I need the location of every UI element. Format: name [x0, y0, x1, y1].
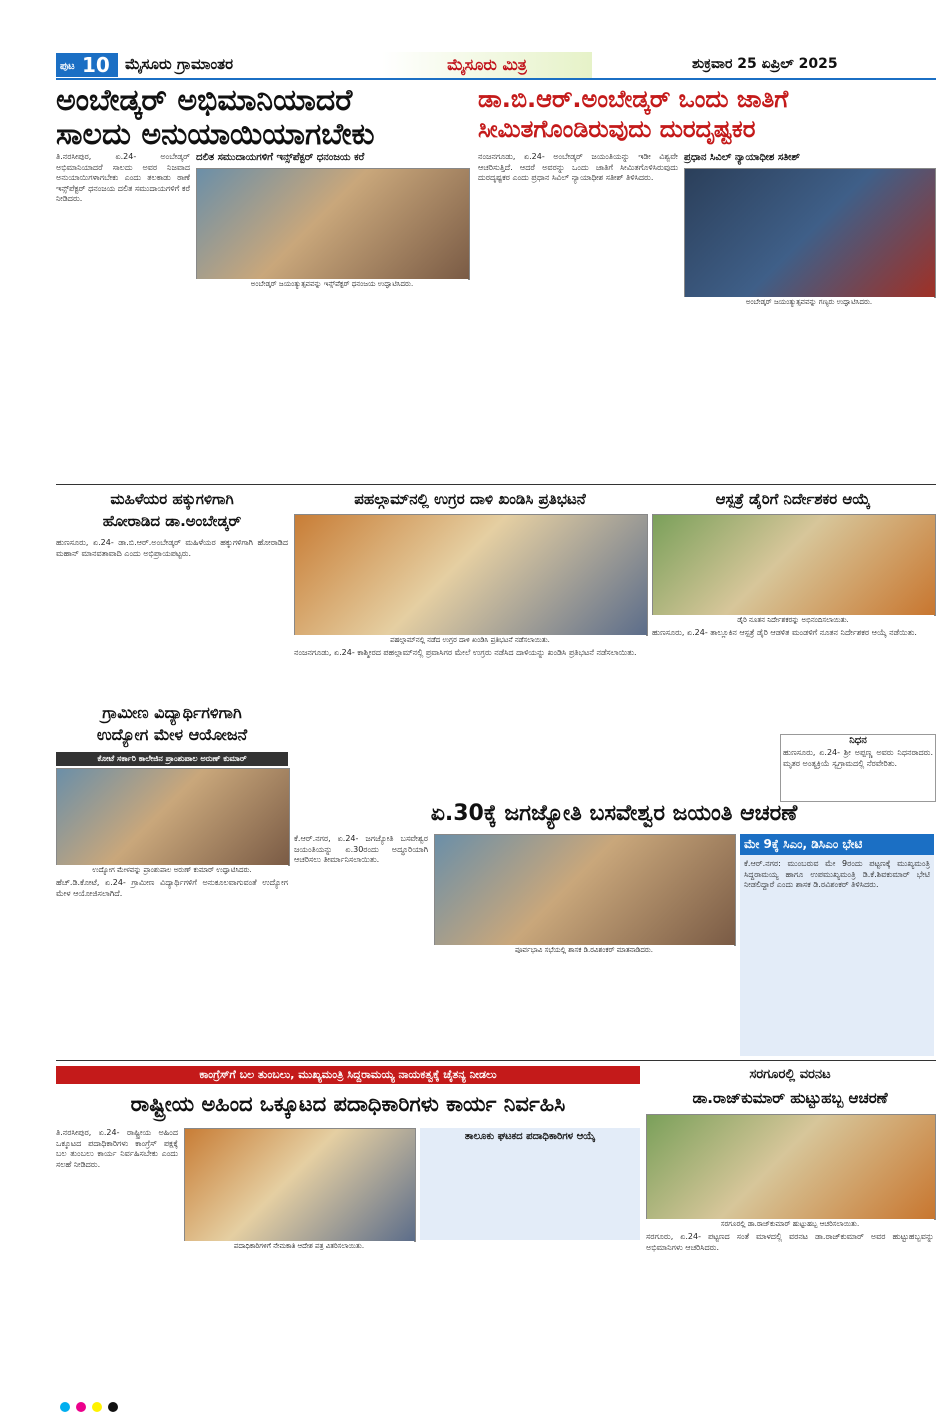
story10-kicker: ಸರಗೂರಲ್ಲಿ ವರನಟ [749, 1067, 831, 1082]
page-number-badge [56, 53, 118, 77]
story1-headline-line2: ಸಾಲದು ಅನುಯಾಯಿಯಾಗಬೇಕು [56, 117, 375, 152]
story8-body: ಕೆ.ಆರ್.ನಗರ: ಮುಂಬರುವ ಮೇ 9ರಂದು ಪಟ್ಟಣಕ್ಕೆ ಮುಖ್ಯಮಂತ್ರಿ ಸಿದ್ದರಾಮಯ್ಯ ಹಾಗೂ ಉಪಮುಖ್ಯಮಂತ್ರಿ ಡಿ.ಕೆ.ಶಿವಕುಮಾರ್ ಭೇಟಿ ನೀಡಲಿದ್ದಾರೆ ಎಂದು ಶಾಸಕ ಡಿ.ರವಿಶಂಕರ್ ತಿಳಿಸಿದರು. [744, 859, 930, 890]
masthead-logo: ಮೈಸೂರು ಮಿತ್ರ [382, 52, 592, 78]
divider [56, 484, 936, 485]
story4-photo [294, 514, 648, 636]
story10-photo [646, 1114, 936, 1220]
story6-headline-line1: ಗ್ರಾಮೀಣ ವಿದ್ಯಾರ್ಥಿಗಳಿಗಾಗಿ [102, 703, 242, 722]
story9-kicker: ಕಾಂಗ್ರೆಸ್‌ಗೆ ಬಲ ತುಂಬಲು, ಮುಖ್ಯಮಂತ್ರಿ ಸಿದ್ದರಾಮಯ್ಯ ನಾಯಕತ್ವಕ್ಕೆ ಚೈತನ್ಯ ನೀಡಲು [56, 1066, 640, 1084]
registration-mark [92, 1402, 102, 1412]
story3-headline-line1: ಮಹಿಳೆಯರ ಹಕ್ಕುಗಳಿಗಾಗಿ [110, 490, 234, 508]
story1-caption: ಅಂಬೇಡ್ಕರ್ ಜಯಂತ್ಯುತ್ಸವವನ್ನು ಇನ್ಸ್‌ಪೆಕ್ಟರ್ ಧನಂಜಯ ಉದ್ಘಾಟಿಸಿದರು. [196, 279, 468, 289]
story5-photo [652, 514, 936, 616]
story2-photo [684, 168, 936, 298]
registration-mark [76, 1402, 86, 1412]
story9-headline: ರಾಷ್ಟ್ರೀಯ ಅಹಿಂದ ಒಕ್ಕೂಟದ ಪದಾಧಿಕಾರಿಗಳು ಕಾರ್ಯ ನಿರ್ವಹಿಸಿ [130, 1092, 566, 1116]
story1-subhead: ದಲಿತ ಸಮುದಾಯಗಳಿಗೆ ಇನ್ಸ್‌ಪೆಕ್ಟರ್ ಧನಂಜಯ ಕರೆ [196, 152, 365, 163]
story9-caption: ಪದಾಧಿಕಾರಿಗಳಿಗೆ ನೇಮಕಾತಿ ಆದೇಶ ಪತ್ರ ವಿತರಿಸಲಾಯಿತು. [184, 1241, 414, 1251]
story1-photo [196, 168, 470, 280]
story2-caption: ಅಂಬೇಡ್ಕರ್ ಜಯಂತ್ಯುತ್ಸವವನ್ನು ಗಣ್ಯರು ಉದ್ಘಾಟಿಸಿದರು. [684, 297, 934, 307]
story2-headline-line2: ಸೀಮಿತಗೊಂಡಿರುವುದು ದುರದೃಷ್ಟಕರ [478, 115, 756, 143]
story1-headline-line1: ಅಂಬೇಡ್ಕರ್ ಅಭಿಮಾನಿಯಾದರೆ [56, 83, 353, 118]
section-title: ಮೈಸೂರು ಗ್ರಾಮಾಂತರ [125, 55, 234, 73]
obituary-box [780, 734, 936, 802]
obituary-title: ನಿಧನ [849, 735, 867, 746]
story2-subhead: ಪ್ರಧಾನ ಸಿವಿಲ್ ನ್ಯಾಯಾಧೀಶ ಸತೀಶ್ [684, 152, 801, 163]
story1-headline [56, 84, 468, 152]
story1-body: ತಿ.ನರಸೀಪುರ, ಏ.24- ಅಂಬೇಡ್ಕರ್ ಅಭಿಮಾನಿಯಾದರೆ ಸಾಲದು ಅವರ ನಿಜವಾದ ಅನುಯಾಯಿಗಳಾಗಬೇಕು ಎಂದು ತಲಕಾಡು ಠಾಣೆ ಇನ್ಸ್‌ಪೆಕ್ಟರ್ ಧನಂಜಯ ದಲಿತ ಸಮುದಾಯಗಳಿಗೆ ಕರೆ ನೀಡಿದರು. [56, 152, 190, 204]
story7-body: ಕೆ.ಆರ್.ನಗರ, ಏ.24- ಜಗಜ್ಯೋತಿ ಬಸವೇಶ್ವರ ಜಯಂತಿಯನ್ನು ಏ.30ರಂದು ಅದ್ಧೂರಿಯಾಗಿ ಆಚರಿಸಲು ತೀರ್ಮಾನಿಸಲಾಯಿತು. [294, 834, 428, 865]
story6-photo [56, 768, 290, 866]
story6-subhead: ಕೋಟೆ ಸರ್ಕಾರಿ ಕಾಲೇಜಿನ ಪ್ರಾಂಶುಪಾಲ ಅರುಣ್ ಕುಮಾರ್ [56, 752, 288, 766]
story4-headline: ಪಹಲ್ಗಾಮ್‌ನಲ್ಲಿ ಉಗ್ರರ ದಾಳಿ ಖಂಡಿಸಿ ಪ್ರತಿಭಟನೆ [354, 490, 586, 508]
story2-headline-line1: ಡಾ.ಬಿ.ಆರ್.ಅಂಬೇಡ್ಕರ್ ಒಂದು ಜಾತಿಗೆ [478, 85, 789, 113]
story3-headline-line2: ಹೋರಾಡಿದ ಡಾ.ಅಂಬೇಡ್ಕರ್ [102, 512, 242, 530]
story5-caption: ಡೈರಿ ನೂತನ ನಿರ್ದೇಶಕರನ್ನು ಅಭಿನಂದಿಸಲಾಯಿತು. [652, 615, 934, 625]
obituary-text: ಹುಣಸೂರು, ಏ.24- ಶ್ರೀ ಅಪ್ಪಣ್ಣ ಅವರು ನಿಧನರಾದರು. ಮೃತರ ಅಂತ್ಯಕ್ರಿಯೆ ಸ್ವಗ್ರಾಮದಲ್ಲಿ ನೆರವೇರಿತು. [783, 748, 933, 768]
issue-date: ಶುಕ್ರವಾರ 25 ಏಪ್ರಿಲ್ 2025 [692, 56, 838, 72]
story3-body: ಹುಣಸೂರು, ಏ.24- ಡಾ.ಬಿ.ಆರ್.ಅಂಬೇಡ್ಕರ್ ಮಹಿಳೆಯರ ಹಕ್ಕುಗಳಿಗಾಗಿ ಹೋರಾಡಿದ ಮಹಾನ್ ಮಾನವತಾವಾದಿ ಎಂದು ಅಭಿಪ್ರಾಯಪಟ್ಟರು. [56, 538, 288, 558]
story9-box [420, 1128, 640, 1240]
story2-headline [478, 84, 933, 144]
story6-headline-line2: ಉದ್ಯೋಗ ಮೇಳ ಆಯೋಜನೆ [96, 725, 248, 744]
divider [56, 1060, 936, 1061]
registration-mark [60, 1402, 70, 1412]
story4-caption: ಪಹಲ್ಗಾಮ್‌ನಲ್ಲಿ ನಡೆದ ಉಗ್ರರ ದಾಳಿ ಖಂಡಿಸಿ ಪ್ರತಿಭಟನೆ ನಡೆಸಲಾಯಿತು. [294, 635, 646, 645]
page-label: ಪುಟ [60, 61, 75, 72]
story9-box-title: ತಾಲೂಕು ಘಟಕದ ಪದಾಧಿಕಾರಿಗಳ ಆಯ್ಕೆ [464, 1131, 596, 1142]
registration-mark [108, 1402, 118, 1412]
page-number: 10 [82, 53, 110, 77]
story10-body: ಸರಗೂರು, ಏ.24- ಪಟ್ಟಣದ ಸಂತೆ ಮಾಳದಲ್ಲಿ ವರನಟ ಡಾ.ರಾಜ್‌ಕುಮಾರ್ ಅವರ ಹುಟ್ಟುಹಬ್ಬವನ್ನು ಅಭಿಮಾನಿಗಳು ಆಚರಿಸಿದರು. [646, 1232, 934, 1252]
story2-body: ನಂಜನಗೂಡು, ಏ.24- ಅಂಬೇಡ್ಕರ್ ಜಯಂತಿಯನ್ನು ಇಡೀ ವಿಶ್ವವೇ ಆಚರಿಸುತ್ತಿದೆ. ಆದರೆ ಅವರನ್ನು ಒಂದು ಜಾತಿಗೆ ಸೀಮಿತಗೊಳಿಸಿರುವುದು ದುರದೃಷ್ಟಕರ ಎಂದು ಪ್ರಧಾನ ಸಿವಿಲ್ ನ್ಯಾಯಾಧೀಶ ಸತೀಶ್ ತಿಳಿಸಿದರು. [478, 152, 678, 183]
story9-photo [184, 1128, 416, 1242]
story7-headline: ಏ.30ಕ್ಕೆ ಜಗಜ್ಯೋತಿ ಬಸವೇಶ್ವರ ಜಯಂತಿ ಆಚರಣೆ [430, 801, 798, 826]
story6-headline [56, 702, 288, 746]
story8-box [740, 834, 934, 1056]
story4-body: ನಂಜನಗೂಡು, ಏ.24- ಕಾಶ್ಮೀರದ ಪಹಲ್ಗಾಮ್‌ನಲ್ಲಿ ಪ್ರವಾಸಿಗರ ಮೇಲೆ ಉಗ್ರರು ನಡೆಸಿದ ದಾಳಿಯನ್ನು ಖಂಡಿಸಿ ಪ್ರತಿಭಟನೆ ನಡೆಸಲಾಯಿತು. [294, 648, 637, 657]
story5-body: ಹುಣಸೂರು, ಏ.24- ತಾಲ್ಲೂಕಿನ ಆಸ್ಪತ್ರೆ ಡೈರಿ ಆಡಳಿತ ಮಂಡಳಿಗೆ ನೂತನ ನಿರ್ದೇಶಕರ ಆಯ್ಕೆ ನಡೆಯಿತು. [652, 628, 917, 637]
story10-headline: ಡಾ.ರಾಜ್‌ಕುಮಾರ್ ಹುಟ್ಟುಹಬ್ಬ ಆಚರಣೆ [692, 1089, 888, 1107]
story7-caption: ಪೂರ್ವಭಾವಿ ಸಭೆಯಲ್ಲಿ ಶಾಸಕ ಡಿ.ರವಿಶಂಕರ್ ಮಾತನಾಡಿದರು. [434, 945, 734, 955]
story9-body: ತಿ.ನರಸೀಪುರ, ಏ.24- ರಾಷ್ಟ್ರೀಯ ಅಹಿಂದ ಒಕ್ಕೂಟದ ಪದಾಧಿಕಾರಿಗಳು ಕಾಂಗ್ರೆಸ್ ಪಕ್ಷಕ್ಕೆ ಬಲ ತುಂಬಲು ಕಾರ್ಯ ನಿರ್ವಹಿಸಬೇಕು ಎಂದು ಸಲಹೆ ನೀಡಿದರು. [56, 1128, 178, 1169]
story10-caption: ಸರಗೂರಲ್ಲಿ ಡಾ.ರಾಜ್‌ಕುಮಾರ್ ಹುಟ್ಟುಹಬ್ಬ ಆಚರಿಸಲಾಯಿತು. [646, 1219, 934, 1229]
story3-headline [56, 488, 288, 532]
story6-body: ಹೆಚ್.ಡಿ.ಕೋಟೆ, ಏ.24- ಗ್ರಾಮೀಣ ವಿದ್ಯಾರ್ಥಿಗಳಿಗೆ ಅನುಕೂಲವಾಗುವಂತೆ ಉದ್ಯೋಗ ಮೇಳ ಆಯೋಜಿಸಲಾಗಿದೆ. [56, 878, 288, 898]
story8-headline: ಮೇ 9ಕ್ಕೆ ಸಿಎಂ, ಡಿಸಿಎಂ ಭೇಟಿ [740, 834, 934, 855]
story5-headline: ಆಸ್ಪತ್ರೆ ಡೈರಿಗೆ ನಿರ್ದೇಶಕರ ಆಯ್ಕೆ [715, 490, 871, 508]
story6-caption: ಉದ್ಯೋಗ ಮೇಳವನ್ನು ಪ್ರಾಂಶುಪಾಲ ಅರುಣ್ ಕುಮಾರ್ ಉದ್ಘಾಟಿಸಿದರು. [56, 865, 288, 875]
story7-photo [434, 834, 736, 946]
